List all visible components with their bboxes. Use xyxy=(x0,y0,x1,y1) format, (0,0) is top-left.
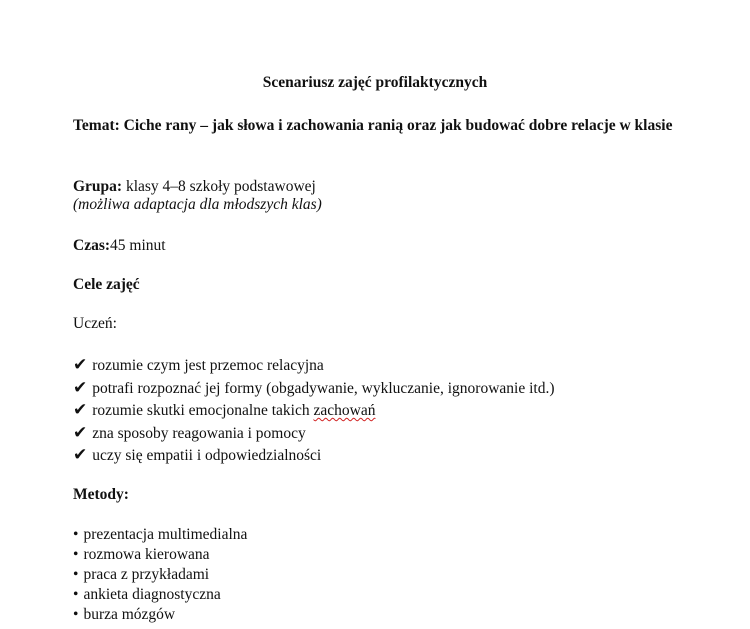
goal-item xyxy=(73,422,555,445)
check-mark-icon: ✔ xyxy=(73,377,88,397)
goal-text: rozumie skutki emocjonalne takich xyxy=(92,402,314,419)
group-label: Grupa: xyxy=(73,178,123,195)
method-item xyxy=(73,545,247,565)
group-value: klasy 4–8 szkoły podstawowej xyxy=(122,178,316,195)
goals-heading: Cele zajęć xyxy=(73,276,140,293)
goal-text: zna sposoby reagowania i pomocy xyxy=(92,424,306,442)
bullet-icon: • xyxy=(73,566,79,583)
document-title: Scenariusz zajęć profilaktycznych xyxy=(262,74,488,91)
group-note: (możliwa adaptacja dla młodszych klas) xyxy=(73,196,322,213)
goal-text: uczy się empatii i odpowiedzialności xyxy=(92,447,322,464)
goal-item xyxy=(73,444,555,467)
time-line xyxy=(73,237,166,255)
group-line xyxy=(73,178,316,196)
bullet-icon: • xyxy=(73,526,79,543)
method-text: prezentacja multimedialna xyxy=(83,526,248,543)
time-value: 45 minut xyxy=(110,237,166,254)
method-item xyxy=(73,565,247,585)
bullet-icon: • xyxy=(73,586,79,603)
bullet-icon: • xyxy=(73,546,79,563)
student-label: Uczeń: xyxy=(73,315,117,332)
check-mark-icon: ✔ xyxy=(73,400,88,419)
goal-item xyxy=(73,354,555,377)
goals-list xyxy=(73,354,555,467)
method-item xyxy=(73,585,247,605)
method-text: praca z przykładami xyxy=(83,566,210,583)
topic-line: Temat: Ciche rany – jak słowa i zachowania ranią oraz jak budować dobre relacje w klasie xyxy=(73,117,673,134)
method-text: burza mózgów xyxy=(83,606,176,623)
goal-item xyxy=(73,399,555,422)
method-item xyxy=(73,605,247,625)
goal-item xyxy=(73,377,555,400)
check-mark-icon: ✔ xyxy=(73,355,88,374)
goal-text: potrafi rozpoznać jej formy (obgadywanie, wykluczanie, ignorowanie itd.) xyxy=(92,379,555,397)
method-text: ankieta diagnostyczna xyxy=(83,586,221,603)
methods-list xyxy=(73,525,247,625)
methods-heading: Metody: xyxy=(73,486,129,503)
check-mark-icon: ✔ xyxy=(73,422,88,442)
method-item xyxy=(73,525,247,545)
bullet-icon: • xyxy=(73,606,79,623)
check-mark-icon: ✔ xyxy=(73,445,88,464)
method-text: rozmowa kierowana xyxy=(83,546,210,563)
time-label: Czas: xyxy=(73,237,111,254)
spellcheck-underlined-word: zachowań xyxy=(313,402,376,419)
goal-text: rozumie czym jest przemoc relacyjna xyxy=(92,357,324,374)
